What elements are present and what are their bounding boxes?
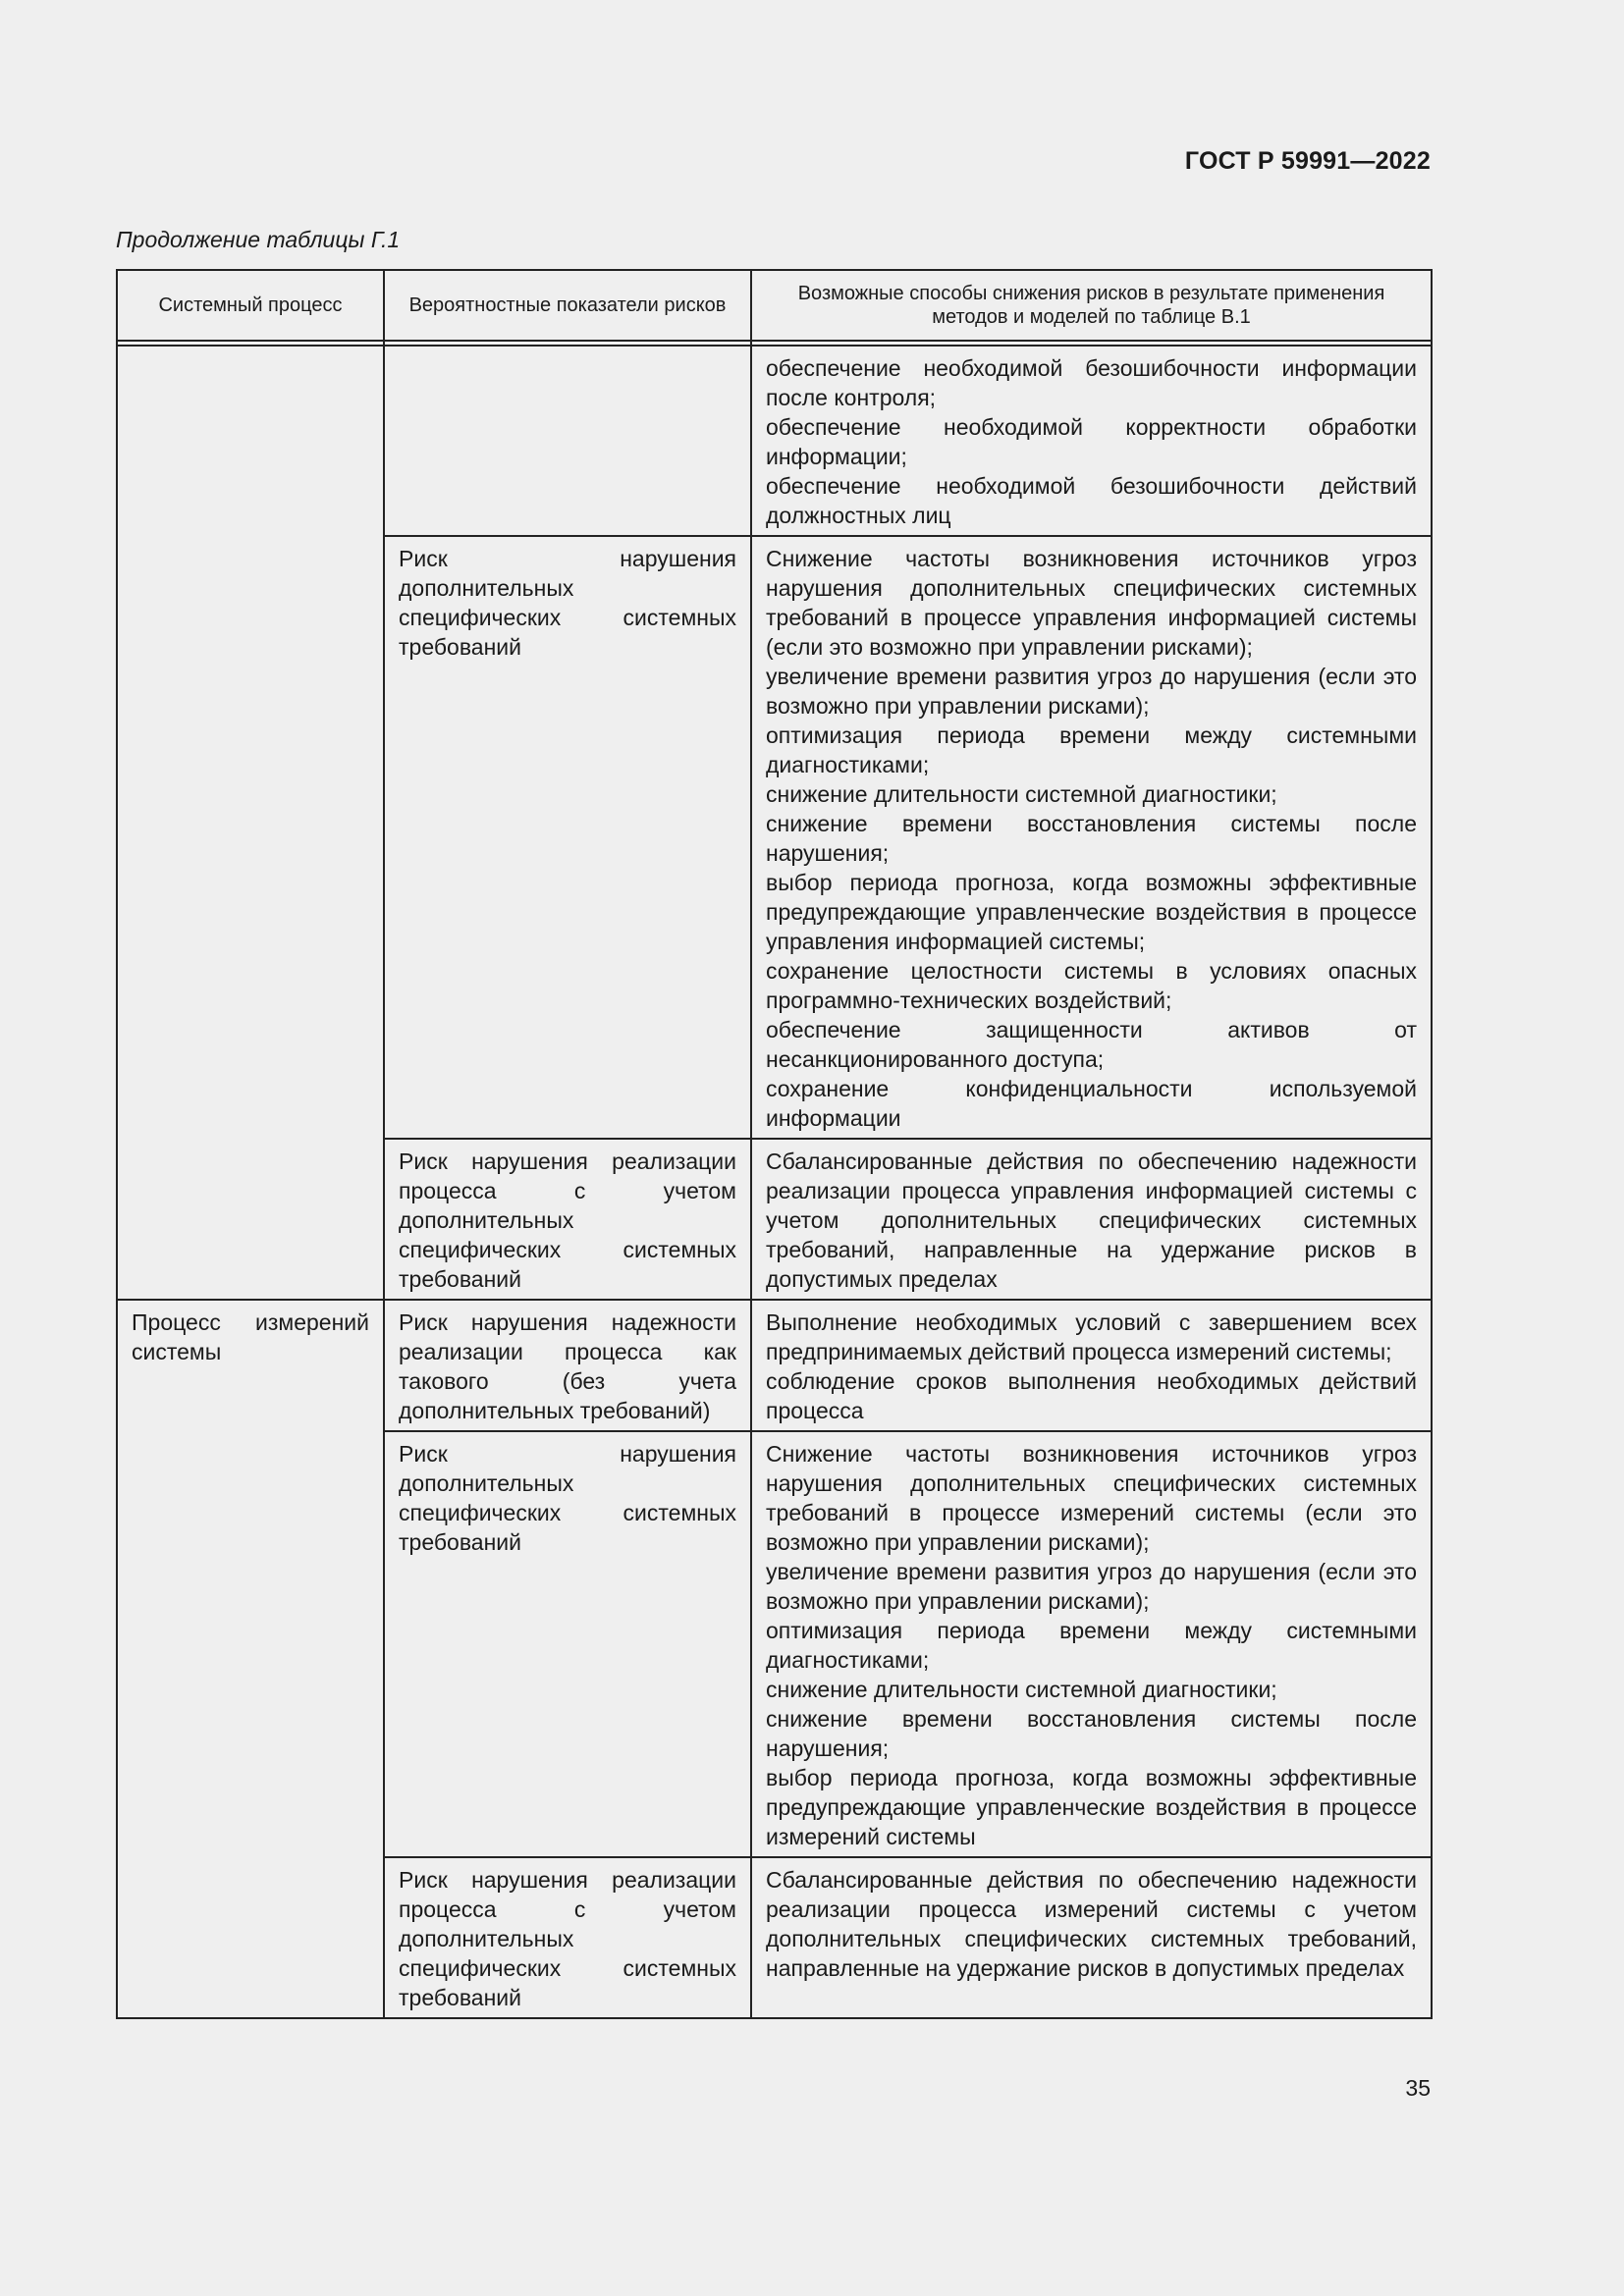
measures-cell <box>751 346 1432 536</box>
risk-cell: Риск нарушения дополнительных специфических системных требований <box>384 536 751 1139</box>
measure-item: снижение времени восстановления системы после нарушения; <box>766 1706 1417 1761</box>
risk-cell: Риск нарушения дополнительных специфических системных требований <box>384 1431 751 1857</box>
measure-item: сохранение целостности системы в условиях опасных программно-технических воздействий; <box>766 958 1417 1013</box>
measure-item: Снижение частоты возникновения источников угроз нарушения дополнительных специфических системных требований в процессе управления информацией системы (если это возможно при управлении рисками); <box>766 546 1417 660</box>
measures-cell <box>751 1139 1432 1300</box>
measure-item: обеспечение защищенности активов от несанкционированного доступа; <box>766 1017 1417 1072</box>
measure-item: обеспечение необходимой безошибочности информации после контроля; <box>766 355 1417 410</box>
risk-cell: Риск нарушения реализации процесса с учетом дополнительных специфических системных требований <box>384 1857 751 2018</box>
measure-item: снижение длительности системной диагностики; <box>766 1677 1277 1702</box>
table-header-row <box>117 270 1432 341</box>
column-header-risk-measures: Возможные способы снижения рисков в результате применения методов и моделей по таблице В.1 <box>751 270 1432 341</box>
measure-item: Сбалансированные действия по обеспечению надежности реализации процесса управления информацией системы с учетом дополнительных специфических системных требований, направленные на удержание рисков в допустимых пределах <box>766 1148 1417 1292</box>
risk-table <box>116 269 1433 2019</box>
measure-item: Снижение частоты возникновения источников угроз нарушения дополнительных специфических системных требований в процессе измерений системы (если это возможно при управлении рисками); <box>766 1441 1417 1555</box>
process-cell: Процесс измерений системы <box>117 1300 384 2018</box>
measure-item: выбор периода прогноза, когда возможны эффективные предупреждающие управленческие воздействия в процессе измерений системы <box>766 1765 1417 1849</box>
measure-item: увеличение времени развития угроз до нарушения (если это возможно при управлении рисками); <box>766 664 1417 719</box>
measure-item: оптимизация периода времени между системными диагностиками; <box>766 722 1417 777</box>
column-header-risk-indicators: Вероятностные показатели рисков <box>384 270 751 341</box>
risk-cell: Риск нарушения реализации процесса с учетом дополнительных специфических системных требований <box>384 1139 751 1300</box>
table-row <box>117 346 1432 536</box>
page-number: 35 <box>1405 2075 1431 2101</box>
measure-item: обеспечение необходимой корректности обработки информации; <box>766 414 1417 469</box>
measure-item: выбор периода прогноза, когда возможны эффективные предупреждающие управленческие воздействия в процессе управления информацией системы; <box>766 870 1417 954</box>
measure-item: снижение длительности системной диагностики; <box>766 781 1277 807</box>
measure-item: снижение времени восстановления системы после нарушения; <box>766 811 1417 866</box>
measure-item: увеличение времени развития угроз до нарушения (если это возможно при управлении рисками); <box>766 1559 1417 1614</box>
risk-cell: Риск нарушения надежности реализации процесса как такового (без учета дополнительных требований) <box>384 1300 751 1431</box>
measures-cell <box>751 1857 1432 2018</box>
measure-item: Сбалансированные действия по обеспечению надежности реализации процесса измерений системы с учетом дополнительных специфических системных требований, направленные на удержание рисков в допустимых пределах <box>766 1867 1417 1981</box>
table-caption: Продолжение таблицы Г.1 <box>116 227 401 252</box>
measures-cell <box>751 1431 1432 1857</box>
risk-cell <box>384 346 751 536</box>
measures-cell <box>751 1300 1432 1431</box>
measures-cell <box>751 536 1432 1139</box>
measure-item: Выполнение необходимых условий с завершением всех предпринимаемых действий процесса измерений системы; <box>766 1309 1417 1364</box>
measure-item: обеспечение необходимой безошибочности действий должностных лиц <box>766 473 1417 528</box>
measure-item: сохранение конфиденциальности используемой информации <box>766 1076 1417 1131</box>
measure-item: соблюдение сроков выполнения необходимых действий процесса <box>766 1368 1417 1423</box>
measure-item: оптимизация периода времени между системными диагностиками; <box>766 1618 1417 1673</box>
column-header-process: Системный процесс <box>117 270 384 341</box>
standard-number: ГОСТ Р 59991—2022 <box>1184 147 1431 175</box>
table-row <box>117 1300 1432 1431</box>
process-cell <box>117 346 384 1300</box>
